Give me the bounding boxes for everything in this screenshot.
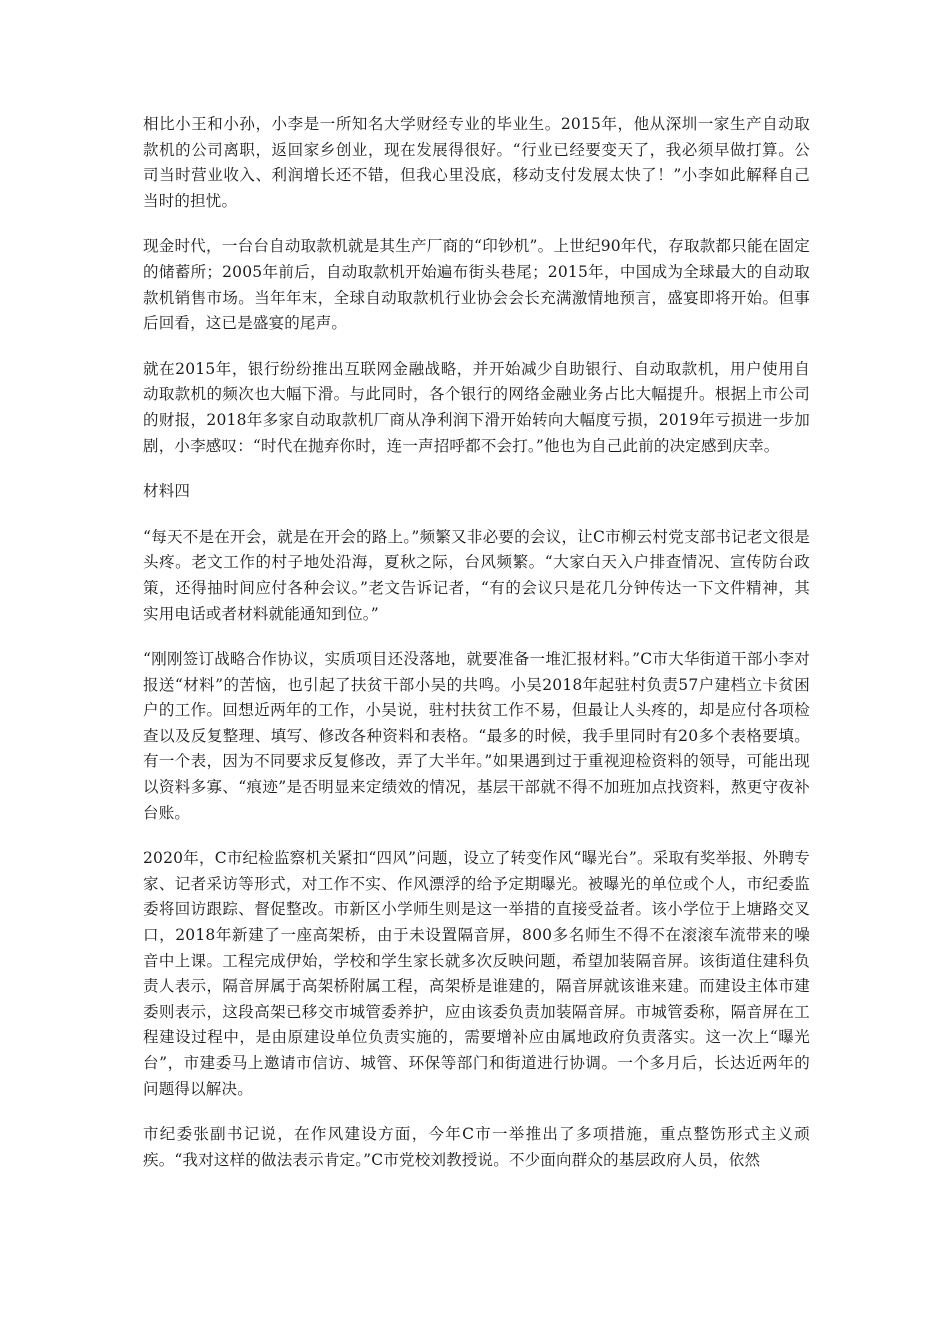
paragraph: 市纪委张副书记说，在作风建设方面，今年C市一举推出了多项措施，重点整饬形式主义顽疾。“我对这样的做法表示肯定。”C市党校刘教授说。不少面向群众的基层政府人员，依然 <box>143 1125 810 1169</box>
paragraph: 就在2015年，银行纷纷推出互联网金融战略，并开始减少自助银行、自动取款机，用户使用自动取款机的频次也大幅下滑。与此同时，各个银行的网络金融业务占比大幅提升。根据上市公司的财报，2018年多家自动取款机厂商从净利润下滑开始转向大幅度亏损，2019年亏损进一步加剧，小李感叹：“时代在抛弃你时，连一声招呼都不会打。”他也为自己此前的决定感到庆幸。 <box>143 359 810 455</box>
section-heading: 材料四 <box>143 482 191 501</box>
paragraph: 现金时代，一台台自动取款机就是其生产厂商的“印钞机”。上世纪90年代，存取款都只能在固定的储蓄所；2005年前后，自动取款机开始遍布街头巷尾；2015年，中国成为全球最大的自动取款机销售市场。当年年末，全球自动取款机行业协会会长充满激情地预言，盛宴即将开始。但事后回看，这已是盛宴的尾声。 <box>143 237 810 333</box>
paragraph: 2020年，C市纪检监察机关紧扣“四风”问题，设立了转变作风“曝光台”。采取有奖举报、外聘专家、记者采访等形式，对工作不实、作风漂浮的给予定期曝光。被曝光的单位或个人，市纪委监委将回访跟踪、督促整改。市新区小学师生则是这一举措的直接受益者。该小学位于上塘路交叉口，2018年新建了一座高架桥，由于未设置隔音屏，800多名师生不得不在滚滚车流带来的噪音中上课。工程完成伊始，学校和学生家长就多次反映问题，希望加装隔音屏。该街道住建科负责人表示，隔音屏属于高架桥附属工程，高架桥是谁建的，隔音屏就该谁来建。而建设主体市建委则表示，这段高架已移交市城管委养护，应由该委负责加装隔音屏。市城管委称，隔音屏在工程建设过程中，是由原建设单位负责实施的，需要增补应由属地政府负责落实。这一次上“曝光台”，市建委马上邀请市信访、城管、环保等部门和街道进行协调。一个多月后，长达近两年的问题得以解决。 <box>143 849 810 1098</box>
paragraph: “每天不是在开会，就是在开会的路上。”频繁又非必要的会议，让C市柳云村党支部书记老文很是头疼。老文工作的村子地处沿海，夏秋之际，台风频繁。“大家白天入户排查情况、宣传防台政策，还得抽时间应付各种会议。”老文告诉记者，“有的会议只是花几分钟传达一下文件精神，其实用电话或者材料就能通知到位。” <box>143 527 810 623</box>
paragraph: “刚刚签订战略合作协议，实质项目还没落地，就要准备一堆汇报材料。”C市大华街道干部小李对报送“材料”的苦恼，也引起了扶贫干部小吴的共鸣。小吴2018年起驻村负责57户建档立卡贫困户的工作。回想近两年的工作，小吴说，驻村扶贫工作不易，但最让人头疼的，却是应付各项检查以及反复整理、填写、修改各种资料和表格。“最多的时候，我手里同时有20多个表格要填。有一个表，因为不同要求反复修改，弄了大半年。”如果遇到过于重视迎检资料的领导，可能出现以资料多寡、“痕迹”是否明显来定绩效的情况，基层干部就不得不加班加点找资料，熬更守夜补台账。 <box>143 650 810 822</box>
paragraph: 相比小王和小孙，小李是一所知名大学财经专业的毕业生。2015年，他从深圳一家生产自动取款机的公司离职，返回家乡创业，现在发展得很好。“行业已经要变天了，我必须早做打算。公司当时营业收入、利润增长还不错，但我心里没底，移动支付发展太快了！”小李如此解释自己当时的担忧。 <box>143 115 810 210</box>
document-page <box>143 112 810 1193</box>
